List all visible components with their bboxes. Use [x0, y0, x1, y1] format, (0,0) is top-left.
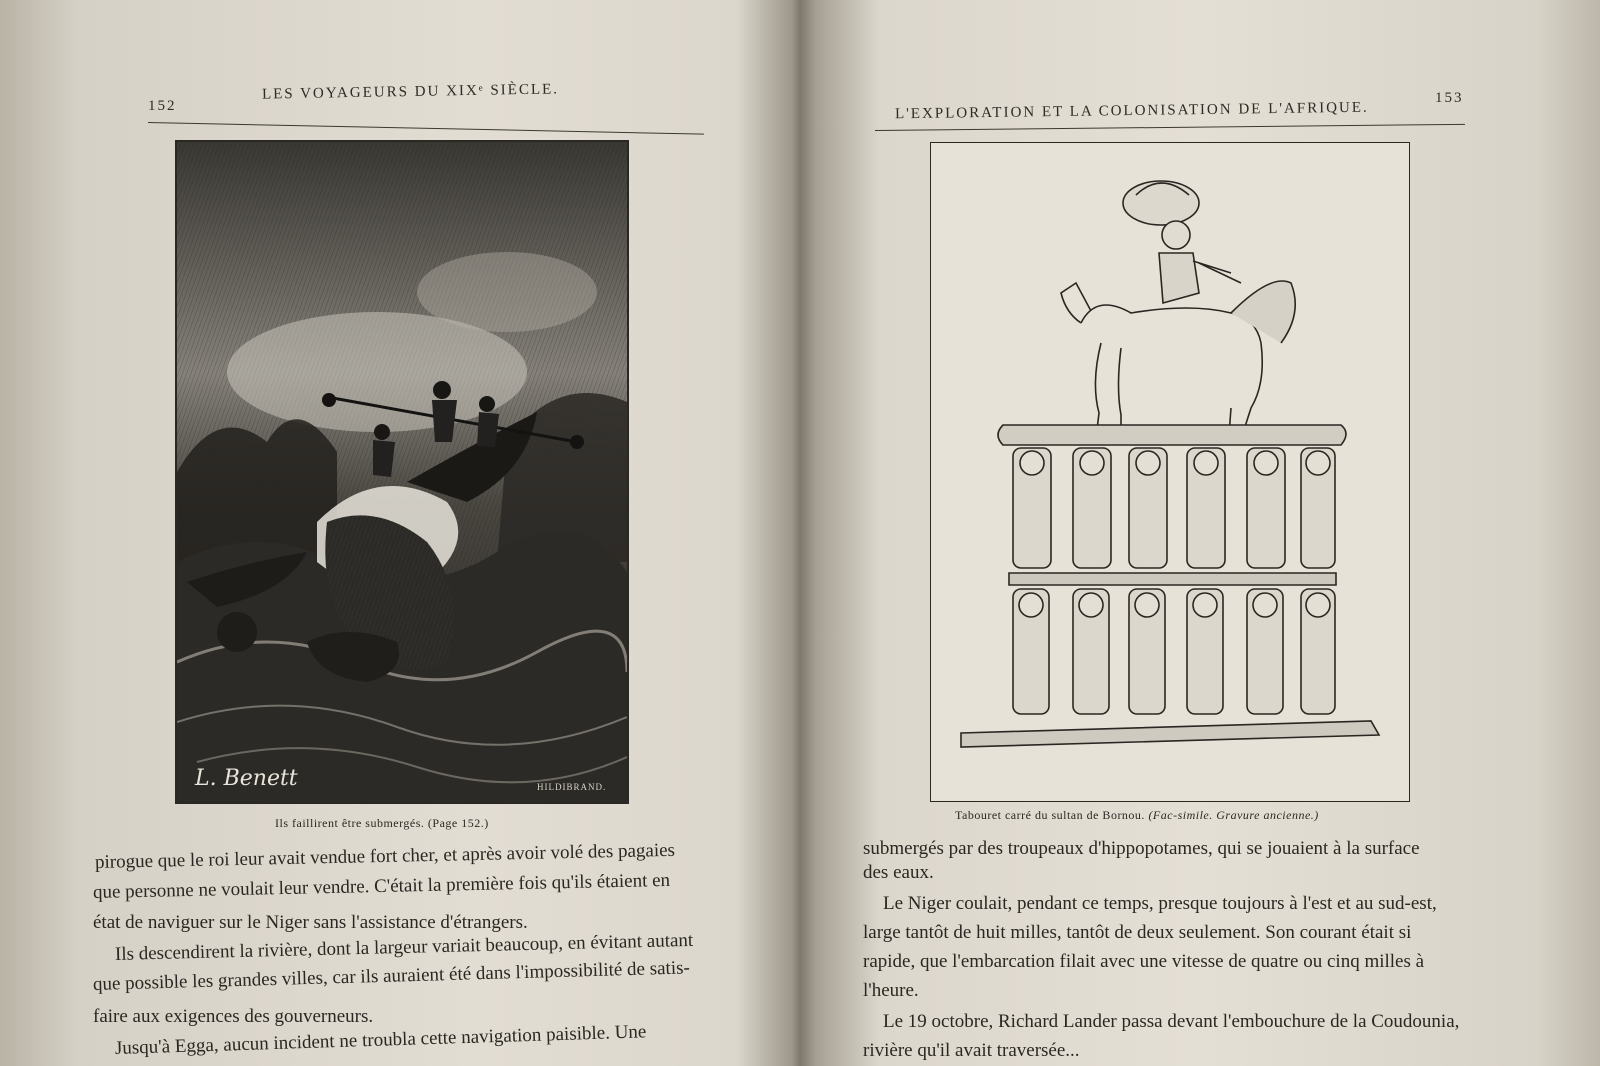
left-body-line: pirogue que le roi leur avait vendue fort cher, et après avoir volé des pagaies — [94, 839, 676, 873]
right-page — [805, 0, 1600, 1066]
right-body-line: des eaux. — [863, 862, 934, 883]
stool-illustration — [930, 142, 1410, 802]
left-body-line: état de naviguer sur le Niger sans l'assistance d'étrangers. — [93, 912, 528, 933]
right-figure-caption — [955, 808, 1319, 823]
left-running-head: LES VOYAGEURS DU XIXᵉ SIÈCLE. — [261, 81, 560, 103]
left-body-line: Jusqu'à Egga, aucun incident ne troubla cette navigation paisible. Une — [114, 1021, 647, 1059]
right-body-line: rivière qu'il avait traversée... — [863, 1040, 1080, 1061]
left-body-line: faire aux exigences des gouverneurs. — [93, 1006, 374, 1027]
right-body-line: l'heure. — [863, 980, 919, 1001]
left-body-line: que personne ne voulait leur vendre. C'était la première fois qu'ils étaient en — [92, 869, 671, 903]
caption-italic: (Fac-simile. Gravure ancienne.) — [1148, 808, 1319, 822]
right-header-rule — [875, 124, 1465, 131]
right-running-head: L'EXPLORATION ET LA COLONISATION DE L'AFRIQUE. — [894, 99, 1369, 123]
left-page — [0, 0, 795, 1066]
engraving-river-scene — [175, 140, 629, 804]
left-page-number: 152 — [148, 98, 177, 114]
artist-signature: L. Benett — [195, 766, 298, 791]
right-page-number: 153 — [1435, 90, 1464, 106]
right-body-line: Le Niger coulait, pendant ce temps, presque toujours à l'est et au sud-est, — [883, 893, 1437, 914]
right-body-line: large tantôt de huit milles, tantôt de deux seulement. Son courant était si — [863, 922, 1412, 943]
left-body-line: Ils descendirent la rivière, dont la largeur variait beaucoup, en évitant autant — [114, 929, 694, 965]
engraving-image — [177, 142, 627, 802]
left-body-line: que possible les grandes villes, car ils auraient été dans l'impossibilité de satis- — [92, 957, 691, 995]
engraver-mark: HILDIBRAND. — [537, 782, 607, 792]
left-header-rule — [148, 122, 704, 135]
right-body-line: submergés par des troupeaux d'hippopotames, qui se jouaient à la surface — [863, 838, 1420, 859]
left-figure-caption: Ils faillirent être submergés. (Page 152.) — [275, 816, 489, 830]
right-body-line: Le 19 octobre, Richard Lander passa devant l'embouchure de la Coudounia, — [883, 1011, 1460, 1032]
right-body-line: rapide, que l'embarcation filait avec une vitesse de quatre ou cinq milles à — [863, 951, 1425, 972]
stool-drawing — [931, 143, 1409, 801]
caption-main: Tabouret carré du sultan de Bornou. — [955, 808, 1145, 822]
